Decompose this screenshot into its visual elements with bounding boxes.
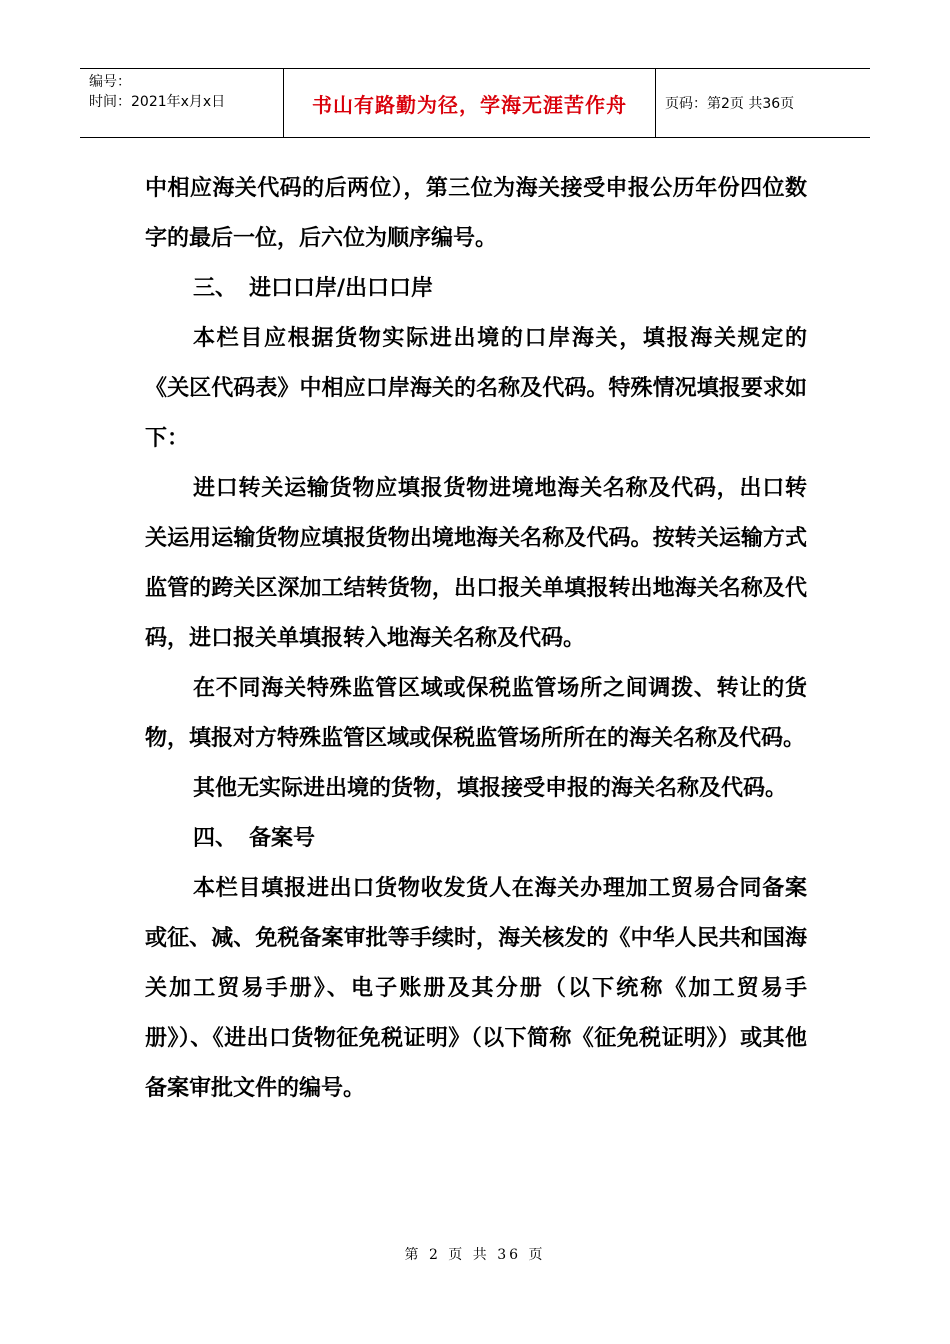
paragraph: 其他无实际进出境的货物，填报接受申报的海关名称及代码。 — [193, 776, 788, 801]
serial-number-label: 编号： — [89, 74, 131, 90]
paragraph-continuation: 中相应海关代码的后两位），第三位为海关接受申报公历年份四位数字的最后一位，后六位为顺序编号。 — [145, 176, 807, 251]
page-header — [80, 68, 870, 138]
date-label: 时间：2021年x月x日 — [89, 94, 226, 110]
page-footer: 第 2 页 共 36 页 — [404, 1247, 546, 1263]
paragraph: 进口转关运输货物应填报货物进境地海关名称及代码，出口转关运用运输货物应填报货物出境地海关名称及代码。按转关运输方式监管的跨关区深加工结转货物，出口报关单填报转出地海关名称及代码，进口报关单填报转入地海关名称及代码。 — [145, 476, 807, 651]
section-heading-3 — [145, 264, 807, 314]
section-title: 进口口岸/出口口岸 — [249, 276, 434, 301]
header-motto: 书山有路勤为径，学海无涯苦作舟 — [284, 69, 656, 137]
header-meta — [80, 69, 284, 137]
section-title: 备案号 — [249, 826, 316, 851]
section-number: 三、 — [193, 276, 238, 301]
section-number: 四、 — [193, 826, 238, 851]
section-heading-4 — [145, 814, 807, 864]
paragraph: 本栏目填报进出口货物收发货人在海关办理加工贸易合同备案或征、减、免税备案审批等手续时，海关核发的《中华人民共和国海关加工贸易手册》、电子账册及其分册（以下统称《加工贸易手册》）、《进出口货物征免税证明》（以下简称《征免税证明》）或其他备案审批文件的编号。 — [145, 876, 807, 1101]
header-page-info: 页码：第2页 共36页 — [665, 96, 795, 112]
document-body — [145, 164, 807, 1114]
paragraph: 本栏目应根据货物实际进出境的口岸海关，填报海关规定的《关区代码表》中相应口岸海关的名称及代码。特殊情况填报要求如下： — [145, 326, 807, 451]
paragraph: 在不同海关特殊监管区域或保税监管场所之间调拨、转让的货物，填报对方特殊监管区域或保税监管场所所在的海关名称及代码。 — [145, 676, 807, 751]
